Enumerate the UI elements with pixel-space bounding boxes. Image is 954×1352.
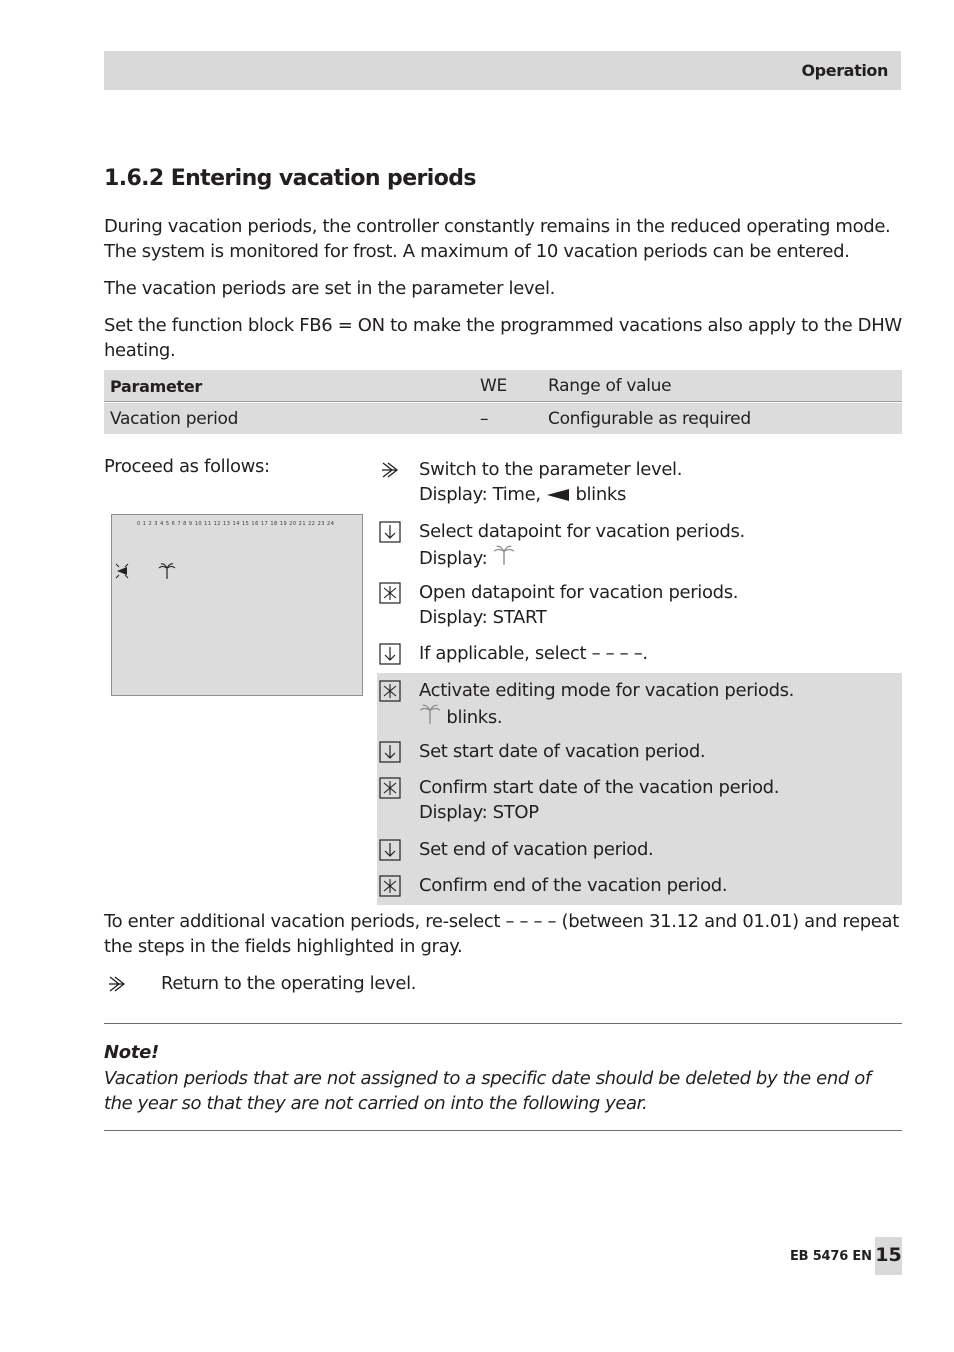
step-2-line1: Select datapoint for vacation periods. [419, 521, 745, 542]
step-2-line2-prefix: Display: [419, 548, 488, 569]
step-3-line2: Display: START [419, 607, 547, 628]
step-3-text [419, 580, 899, 630]
step-8-line1: Set end of vacation period. [419, 839, 654, 860]
step-9-line1: Confirm end of the vacation period. [419, 875, 728, 896]
left-arrow-icon [546, 484, 570, 509]
document-id: EB 5476 EN [790, 1249, 872, 1264]
intro-paragraph-1: During vacation periods, the controller constantly remains in the reduced operating mode. The system is monitored for frost. A maximum of 10 vacation periods can be entered. [104, 216, 891, 262]
parameter-table-header [104, 370, 902, 402]
down-arrow-key-icon [379, 741, 401, 763]
palm-tree-icon [493, 544, 515, 573]
intro-paragraph-3: Set the function block FB6 = ON to make the programmed vacations also apply to the DHW heating. [104, 315, 902, 361]
cell-we: – [480, 409, 489, 429]
step-5-line1: Activate editing mode for vacation periods. [419, 680, 795, 701]
running-header [104, 51, 901, 90]
section-title: 1.6.2 Entering vacation periods [104, 166, 476, 191]
down-arrow-key-icon [379, 839, 401, 861]
note-text: Vacation periods that are not assigned to a specific date should be deleted by the end of the year so that they are not carried on into the following year. [104, 1068, 871, 1114]
step-6-text [419, 739, 899, 764]
down-arrow-key-icon [379, 643, 401, 665]
confirm-key-icon [379, 875, 401, 897]
step-1-line1: Switch to the parameter level. [419, 459, 683, 480]
enter-arrow-icon [379, 459, 401, 481]
controller-display [111, 514, 363, 696]
confirm-key-icon [379, 582, 401, 604]
table-row [104, 403, 902, 434]
step-1-line2-suffix: blinks [575, 484, 626, 505]
proceed-label: Proceed as follows: [104, 456, 270, 477]
enter-arrow-icon [106, 973, 128, 995]
cell-parameter: Vacation period [110, 409, 239, 429]
header-we: WE [480, 376, 507, 396]
repeat-instructions: To enter additional vacation periods, re-select – – – – (between 31.12 and 01.01) and repeat the steps in the fields highlighted in gray. [104, 911, 899, 957]
palm-tree-icon [158, 562, 176, 584]
step-1-text [419, 457, 899, 509]
step-9-text [419, 873, 899, 898]
note-heading: Note! [104, 1042, 159, 1063]
header-range: Range of value [548, 376, 672, 396]
page-number: 15 [875, 1244, 902, 1266]
step-7-line1: Confirm start date of the vacation period. [419, 777, 780, 798]
step-4-text [419, 641, 899, 666]
header-title: Operation [801, 61, 888, 80]
cell-range: Configurable as required [548, 409, 751, 429]
step-5-line2-suffix: blinks. [446, 707, 503, 728]
step-8-text [419, 837, 899, 862]
blinking-arrow-icon [114, 561, 130, 585]
step-5-text [419, 678, 899, 732]
parameter-table [104, 370, 902, 434]
confirm-key-icon [379, 777, 401, 799]
down-arrow-key-icon [379, 521, 401, 543]
palm-tree-icon [419, 703, 441, 732]
step-7-text [419, 775, 899, 825]
step-6-line1: Set start date of vacation period. [419, 741, 706, 762]
note-bottom-rule [104, 1130, 902, 1131]
hour-scale: 0 1 2 3 4 5 6 7 8 9 10 11 12 13 14 15 16 17 18 19 20 21 22 23 24 [137, 521, 335, 527]
step-7-line2: Display: STOP [419, 802, 539, 823]
step-4-line1: If applicable, select – – – –. [419, 643, 648, 664]
page-number-box [875, 1237, 902, 1275]
intro-paragraph-2: The vacation periods are set in the parameter level. [104, 278, 555, 299]
return-instruction: Return to the operating level. [161, 973, 417, 994]
header-parameter: Parameter [110, 377, 202, 396]
step-3-line1: Open datapoint for vacation periods. [419, 582, 739, 603]
confirm-key-icon [379, 680, 401, 702]
step-1-line2-prefix: Display: Time, [419, 484, 541, 505]
note-top-rule [104, 1023, 902, 1024]
step-2-text [419, 519, 899, 573]
